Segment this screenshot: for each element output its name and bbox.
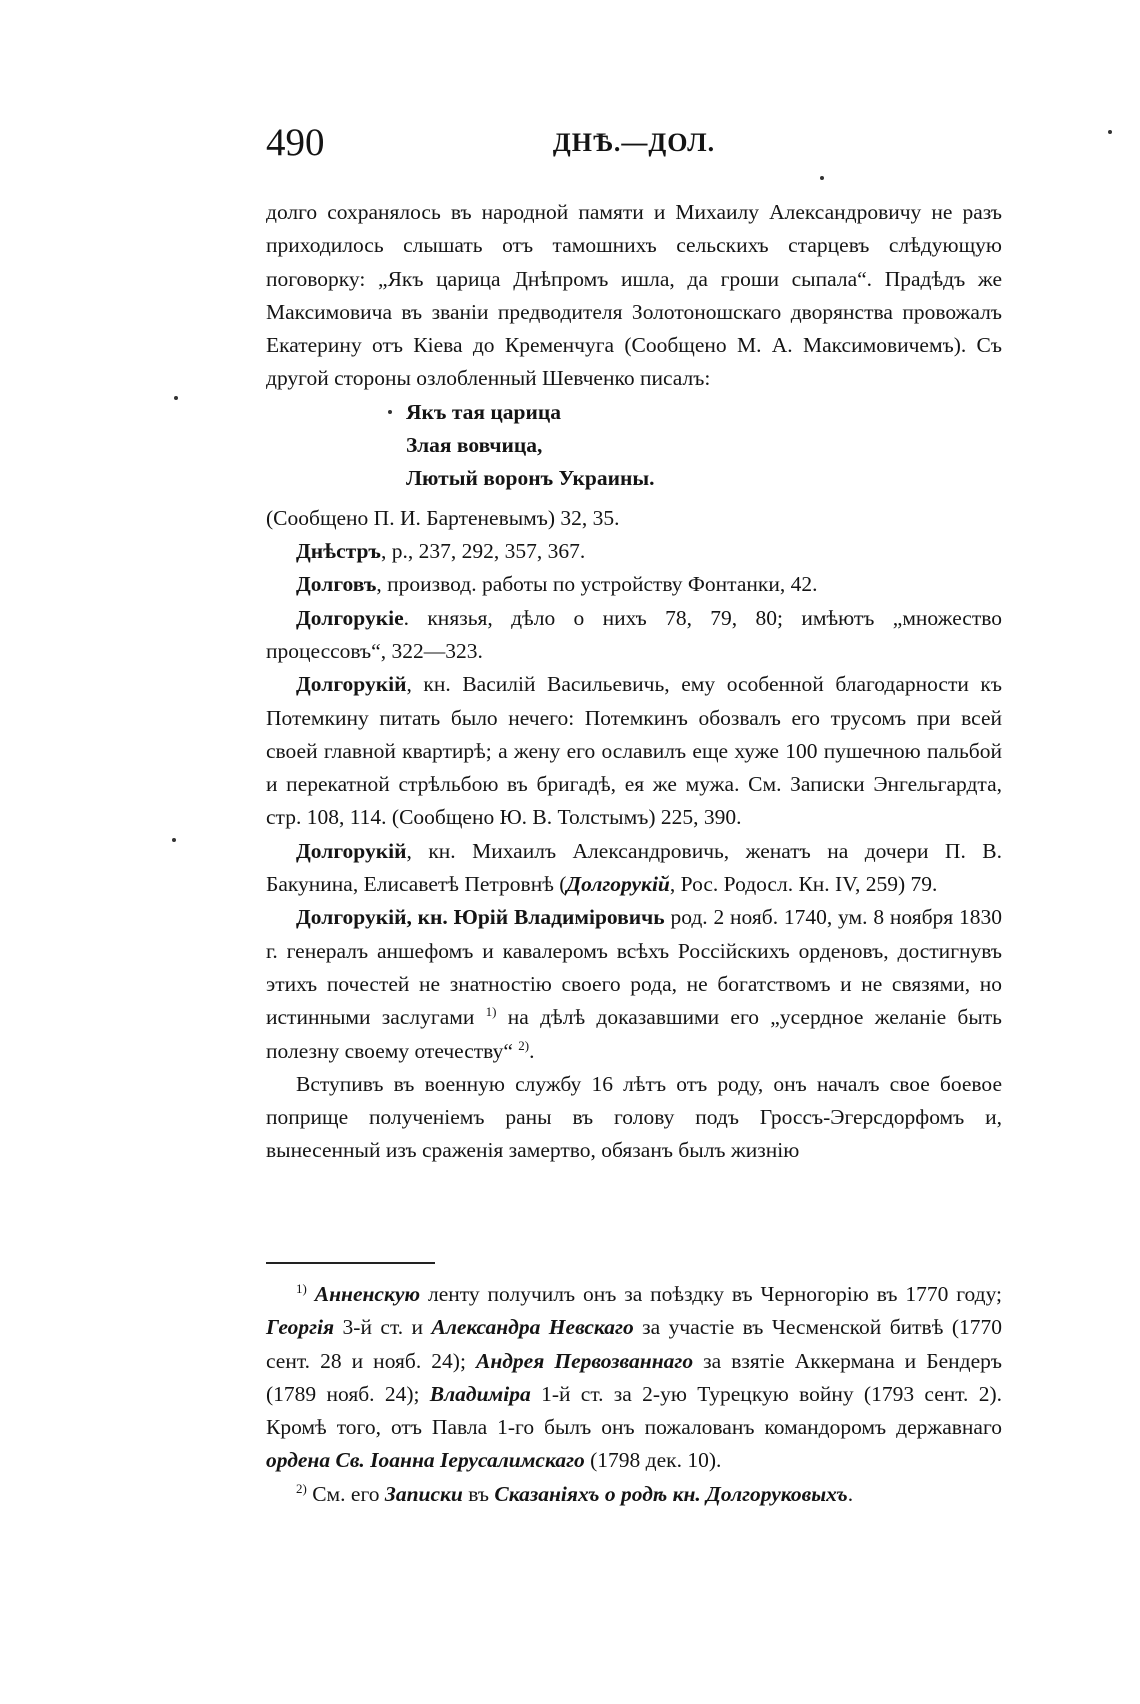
entry-text: , кн. Михаилъ Александровичь, женатъ на дочери П. В. Бакунина, Елисаветѣ Петровнѣ ( (266, 838, 1002, 897)
footnote-italic: Сказанiяхъ о родѣ кн. Долгоруковыхъ (494, 1481, 848, 1506)
footnote-text: . (847, 1481, 854, 1506)
footnote-text: См. его (306, 1481, 385, 1506)
poem-line: Лютый воронъ Украины. (406, 465, 655, 490)
entry-headword: Долгорукiй, кн. Юрiй Владимiровичь (296, 905, 665, 930)
footnote-italic: Владимiра (429, 1381, 531, 1406)
footnote-divider (266, 1262, 435, 1264)
entry-headword: Долгорукiй (296, 672, 407, 697)
entry-text: . князья, дѣло о нихъ 78, 79, 80; имѣютъ „множество процессовъ“, 322—323. (266, 605, 1002, 663)
footnote-text: (1798 дек. 10). (584, 1448, 722, 1473)
poem-quote (266, 396, 1002, 495)
footnote-1 (266, 1278, 1002, 1478)
running-title: ДНѢ.—ДОЛ. (552, 128, 716, 157)
footnote-text: ленту получилъ онъ за поѣздку въ Черногорiю въ 1770 году; (420, 1282, 1003, 1306)
footnote-marker: 1) (296, 1281, 307, 1296)
footnote-ref-1[interactable]: 1) (485, 1004, 497, 1020)
footnote-italic: Андрея Первозваннаго (475, 1348, 694, 1373)
scan-speck (1108, 130, 1112, 134)
entry-text: , производ. работы по устройству Фонтанки, 42. (376, 572, 818, 597)
scan-speck (820, 176, 824, 180)
entry-headword: Долгорукiй (296, 838, 407, 863)
page-header (266, 120, 1002, 170)
entry-text: . (529, 1038, 535, 1063)
entry-text: , р., 237, 292, 357, 367. (380, 539, 586, 564)
footnote-italic: Александра Невскаго (431, 1315, 634, 1340)
poem-line: Злая вовчица, (406, 432, 543, 457)
footnote-text: въ (462, 1481, 495, 1506)
entry-text: , кн. Василiй Васильевичь, ему особенной благодарности къ Потемкину питать было нечего: Потемкинъ обозвалъ его трусомъ при всей своей главной квартирѣ; а жену его ославилъ еще хуже 100 пушечною пальбой и перекатной стрѣльбою въ бригадѣ, ея же мужа. См. Записки Энгельгардта, стр. 108, 114. (Сообщено Ю. В. Толстымъ) 225, 390. (266, 672, 1002, 830)
scan-speck (172, 838, 176, 842)
main-text (266, 196, 1002, 1168)
paragraph-continued: долго сохранялось въ народной памяти и Михаилу Александровичу не разъ приходилось слышать отъ тамошнихъ сельскихъ старцевъ слѣдующую поговорку: „Якъ царица Днѣпромъ ишла, да гроши сыпала“. Прадѣдъ же Максимовича въ званiи предводителя Золотоношскаго дворянства провожалъ Екатерину отъ Кiева до Кременчуга (Сообщено М. А. Максимовичемъ). Съ другой стороны озлобленный Шевченко писалъ: (266, 200, 1002, 391)
footnote-italic: Георгiя (266, 1315, 335, 1340)
entry-text: , Рос. Родосл. Кн. IV, 259) 79. (669, 872, 938, 897)
footnotes (266, 1278, 1002, 1511)
paragraph-service: Вступивъ въ военную службу 16 лѣтъ отъ роду, онъ началъ свое боевое поприще полученiемъ раны въ голову подъ Гроссъ-Эгерсдорфомъ и, вынесенный изъ сраженiя замертво, обязанъ былъ жизнiю (266, 1071, 1002, 1163)
footnote-2 (266, 1478, 1002, 1511)
entry-headword: Долговъ (296, 572, 377, 597)
poem-line: Якъ тая царица (406, 399, 562, 424)
index-entry-dolgorukie (266, 602, 1002, 669)
page-number: 490 (266, 121, 325, 164)
index-entry-dolgov (266, 568, 1002, 601)
scan-speck (388, 410, 392, 414)
scan-speck (174, 396, 178, 400)
footnote-text: 1-й ст. за 2-ую Турецкую войну (1793 сент. 2). Кромѣ того, отъ Павла 1-го былъ онъ пожалованъ командоромъ державнаго (266, 1381, 1002, 1440)
entry-text: на дѣлѣ доказавшими его „усердное желанiе быть полезну своему отечеству“ (266, 1005, 1002, 1063)
footnote-text: 3-й ст. и (334, 1315, 432, 1340)
footnote-marker: 2) (296, 1480, 307, 1496)
entry-headword: Долгорукiе (296, 605, 404, 630)
footnote-italic: ордена Св. Iоанна Iерусалимскаго (266, 1448, 585, 1473)
footnote-italic: Записки (384, 1481, 463, 1506)
index-entry-yuri (266, 901, 1002, 1067)
footnote-ref-2[interactable]: 2) (518, 1037, 530, 1053)
poem-source: (Сообщено П. И. Бартеневымъ) 32, 35. (266, 505, 620, 530)
entry-italic-ref: Долгорукiй (566, 872, 670, 897)
index-entry-dniestr (266, 535, 1002, 568)
entry-text: род. 2 нояб. 1740, ум. 8 ноября 1830 г. генералъ аншефомъ и кавалеромъ всѣхъ Россiйскихъ орденовъ, достигнувъ этихъ почестей не знатностiю своего рода, не богатствомъ и не связями, но истинными заслугами (266, 905, 1002, 1030)
footnote-italic: Анненскую (314, 1282, 421, 1306)
entry-headword: Днѣстръ (296, 539, 381, 564)
footnote-text: за участiе въ Чесменской битвѣ (1770 сент. 28 и нояб. 24); (266, 1315, 1002, 1373)
index-entry-vasily (266, 668, 1002, 834)
footnote-text: за взятiе Аккермана и Бендеръ (1789 нояб. 24); (266, 1348, 1002, 1406)
index-entry-mikhail (266, 835, 1002, 902)
